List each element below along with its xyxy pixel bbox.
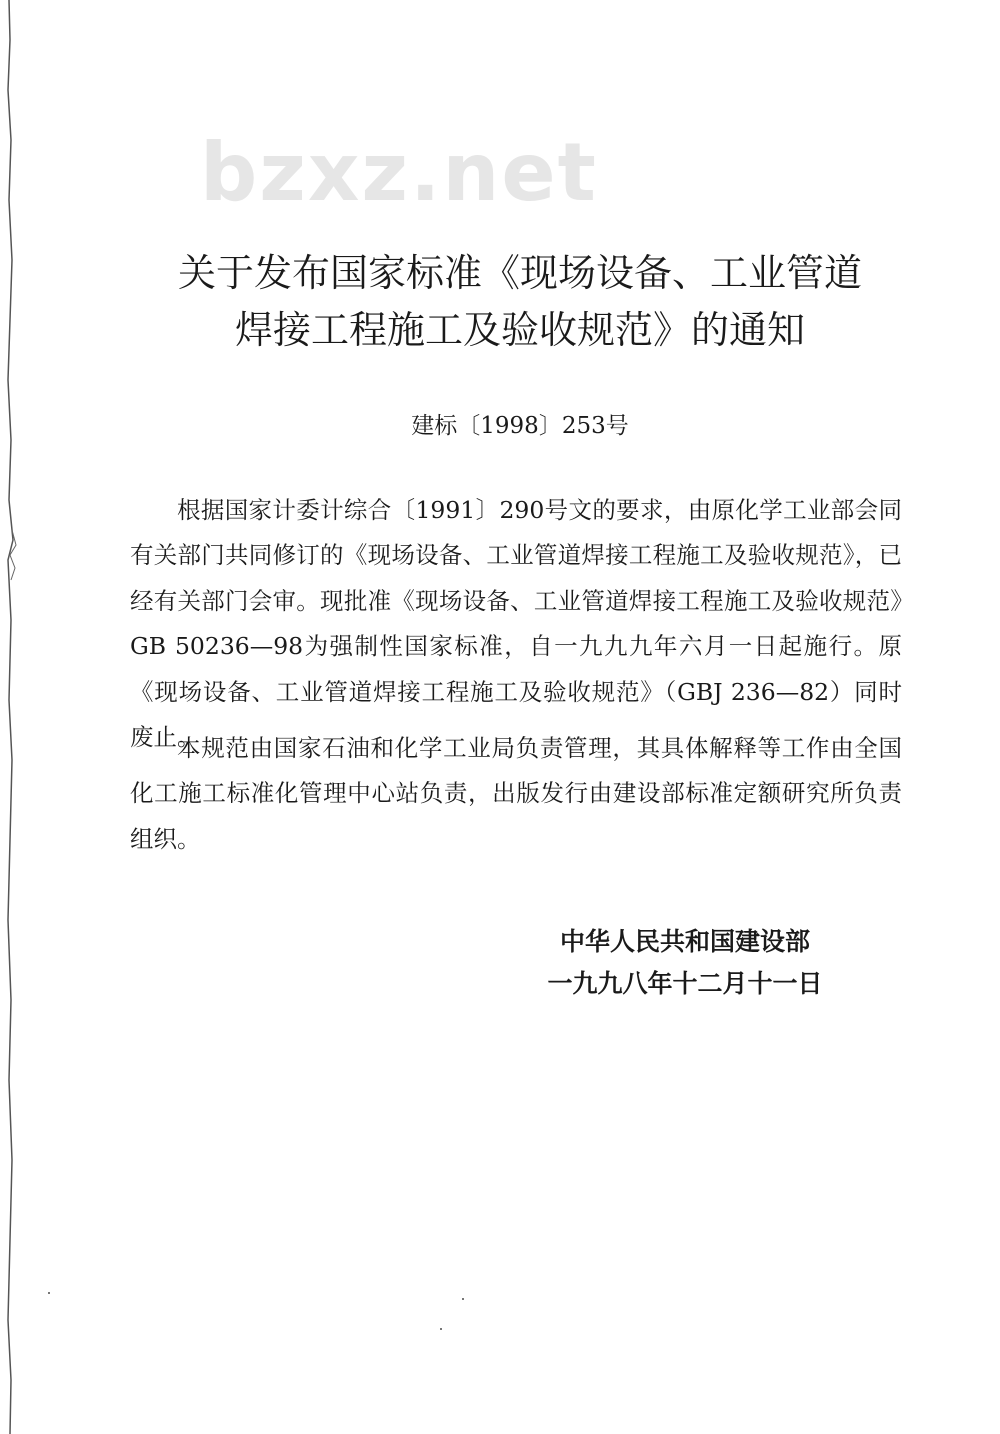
signature-date: 一九九八年十二月十一日: [547, 969, 823, 998]
watermark: bzxz.net: [200, 126, 598, 219]
page-title-line-2: 焊接工程施工及验收规范》的通知: [234, 308, 805, 352]
scan-edge-line: [0, 0, 20, 1434]
body-paragraph-2: 本规范由国家石油和化学工业局负责管理，其具体解释等工作由全国化工施工标准化管理中心站负责，出版发行由建设部标准定额研究所负责组织。: [130, 733, 902, 853]
scan-speck: [462, 1298, 464, 1300]
scan-speck: [48, 1292, 50, 1294]
page-title-line-1: 关于发布国家标准《现场设备、工业管道: [177, 251, 862, 295]
signature-organization: 中华人民共和国建设部: [559, 927, 810, 956]
scan-speck: [440, 1328, 442, 1330]
document-number: 建标〔1998〕253号: [411, 413, 629, 439]
body-paragraph-1: 根据国家计委计综合〔1991〕290号文的要求，由原化学工业部会同有关部门共同修订的《现场设备、工业管道焊接工程施工及验收规范》，已经有关部门会审。现批准《现场设备、工业管道焊接工程施工及验收规范》GB 50236—98为强制性国家标准，自一九九九年六月一日起施行。原《现场设备、工业管道焊接工程施工及验收规范》（GBJ 236—82）同时废止。: [130, 495, 902, 752]
